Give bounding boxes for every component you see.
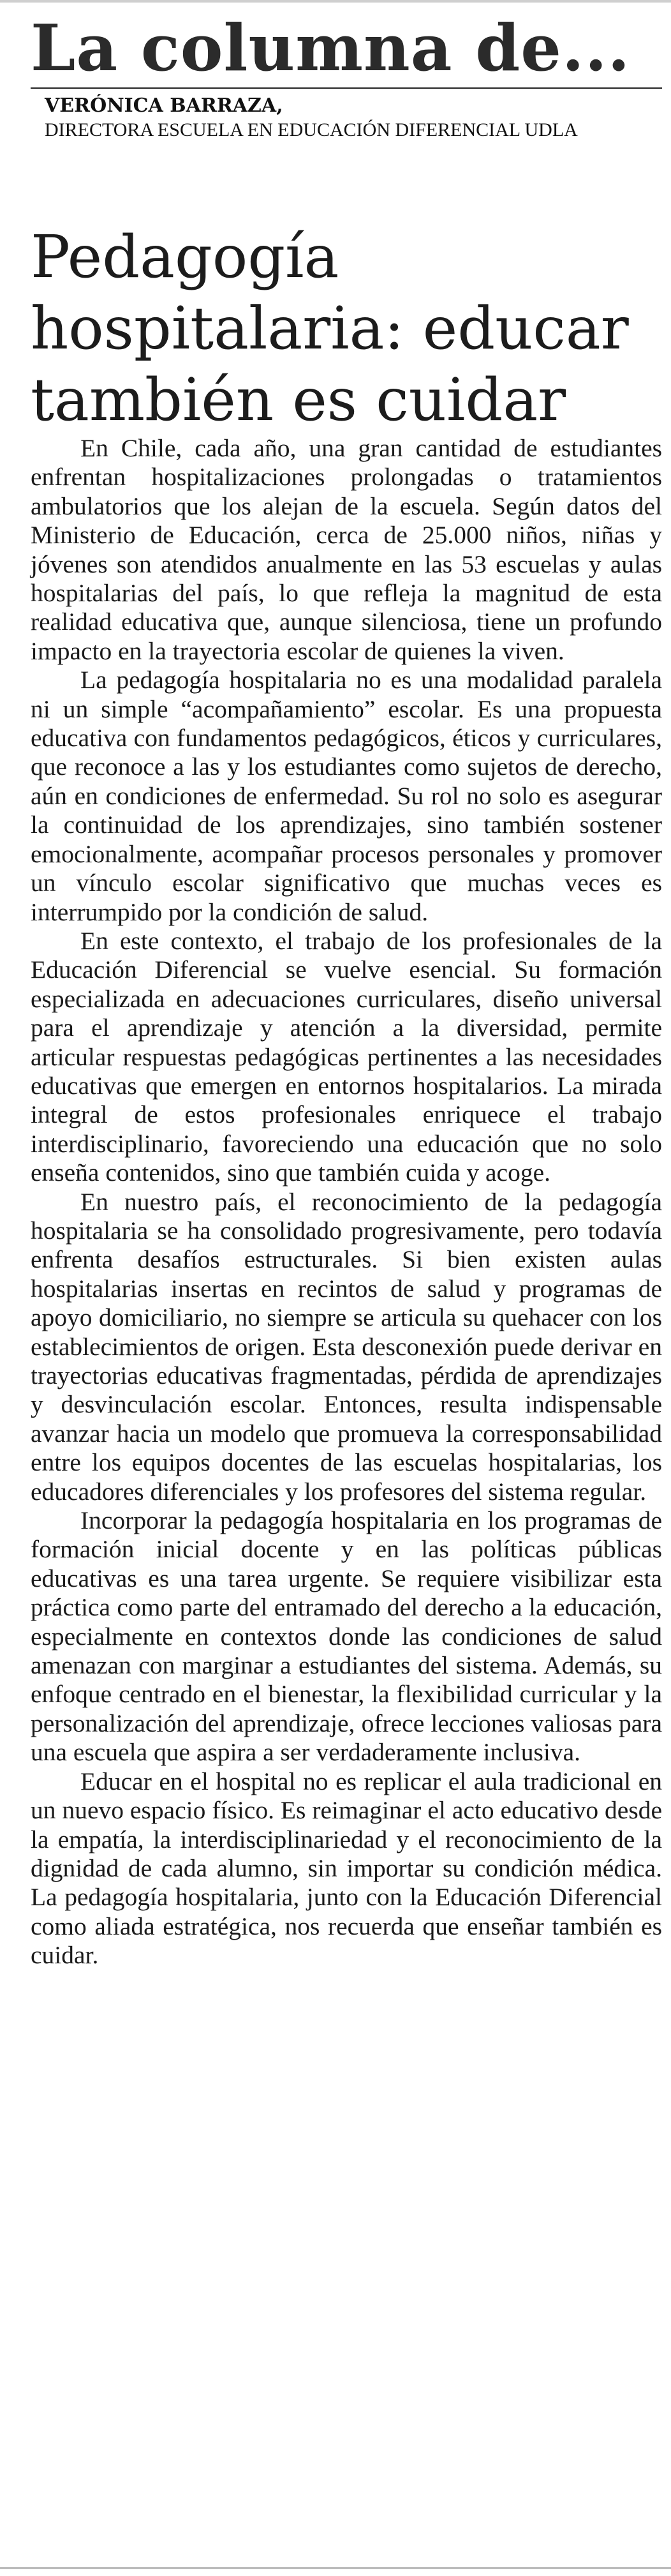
title-line: también es cuidar bbox=[31, 365, 566, 434]
heading-divider bbox=[31, 87, 662, 89]
article-title bbox=[31, 221, 662, 436]
author-role: DIRECTORA ESCUELA EN EDUCACIÓN DIFERENCIAL UDLA bbox=[45, 119, 578, 140]
body-paragraph: En este contexto, el trabajo de los profesionales de la Educación Diferencial se vuelve esencial. Su formación especializada en adecuaciones curriculares, diseño universal para el aprendizaje y atención a la diversidad, permite articular respuestas pedagógicas pertinentes a las necesidades educativas que emergen en entornos hospitalarios. La mirada integral de estos profesionales enriquece el trabajo interdisciplinario, favoreciendo una educación que no solo enseña contenidos, sino que también cuida y acoge. bbox=[31, 926, 662, 1187]
top-divider bbox=[0, 0, 671, 3]
title-line: hospitalaria: educar bbox=[31, 294, 629, 363]
body-paragraph: En Chile, cada año, una gran cantidad de estudiantes enfrentan hospitalizaciones prolongadas o tratamientos ambulatorios que los alejan de la escuela. Según datos del Ministerio de Educación, cerca de 25.000 niños, niñas y jóvenes son atendidos anualmente en las 53 escuelas y aulas hospitalarias del país, lo que refleja la magnitud de esta realidad educativa que, aunque silenciosa, tiene un profundo impacto en la trayectoria escolar de quienes la viven. bbox=[31, 434, 662, 665]
title-line: Pedagogía bbox=[31, 222, 339, 291]
body-paragraph: En nuestro país, el reconocimiento de la pedagogía hospitalaria se ha consolidado progresivamente, pero todavía enfrenta desafíos estructurales. Si bien existen aulas hospitalarias insertas en recintos de salud y programas de apoyo domiciliario, no siempre se articula su quehacer con los establecimientos de origen. Esta desconexión puede derivar en trayectorias educativas fragmentadas, pérdida de aprendizajes y desvinculación escolar. Entonces, resulta indispensable avanzar hacia un modelo que promueva la corresponsabilidad entre los equipos docentes de las escuelas hospitalarias, los educadores diferenciales y los profesores del sistema regular. bbox=[31, 1187, 662, 1506]
article-body bbox=[31, 434, 662, 1970]
body-paragraph: Incorporar la pedagogía hospitalaria en los programas de formación inicial docente y en las políticas públicas educativas es una tarea urgente. Se requiere visibilizar esta práctica como parte del entramado del derecho a la educación, especialmente en contextos donde las condiciones de salud amenazan con marginar a estudiantes del sistema. Además, su enfoque centrado en el bienestar, la flexibilidad curricular y la personalización del aprendizaje, ofrece lecciones valiosas para una escuela que aspira a ser verdaderamente inclusiva. bbox=[31, 1506, 662, 1767]
bottom-divider bbox=[0, 2567, 671, 2569]
column-heading: La columna de... bbox=[31, 10, 631, 86]
author-name: VERÓNICA BARRAZA, bbox=[45, 94, 283, 117]
body-paragraph: La pedagogía hospitalaria no es una modalidad paralela ni un simple “acompañamiento” escolar. Es una propuesta educativa con fundamentos pedagógicos, éticos y curriculares, que reconoce a las y los estudiantes como sujetos de derecho, aún en condiciones de enfermedad. Su rol no solo es asegurar la continuidad de los aprendizajes, sino también sostener emocionalmente, acompañar procesos personales y promover un vínculo escolar significativo que muchas veces es interrumpido por la condición de salud. bbox=[31, 666, 662, 926]
body-paragraph: Educar en el hospital no es replicar el aula tradicional en un nuevo espacio físico. Es reimaginar el acto educativo desde la empatía, la interdisciplinariedad y el reconocimiento de la dignidad de cada alumno, sin importar su condición médica. La pedagogía hospitalaria, junto con la Educación Diferencial como aliada estratégica, nos recuerda que enseñar también es cuidar. bbox=[31, 1767, 662, 1970]
